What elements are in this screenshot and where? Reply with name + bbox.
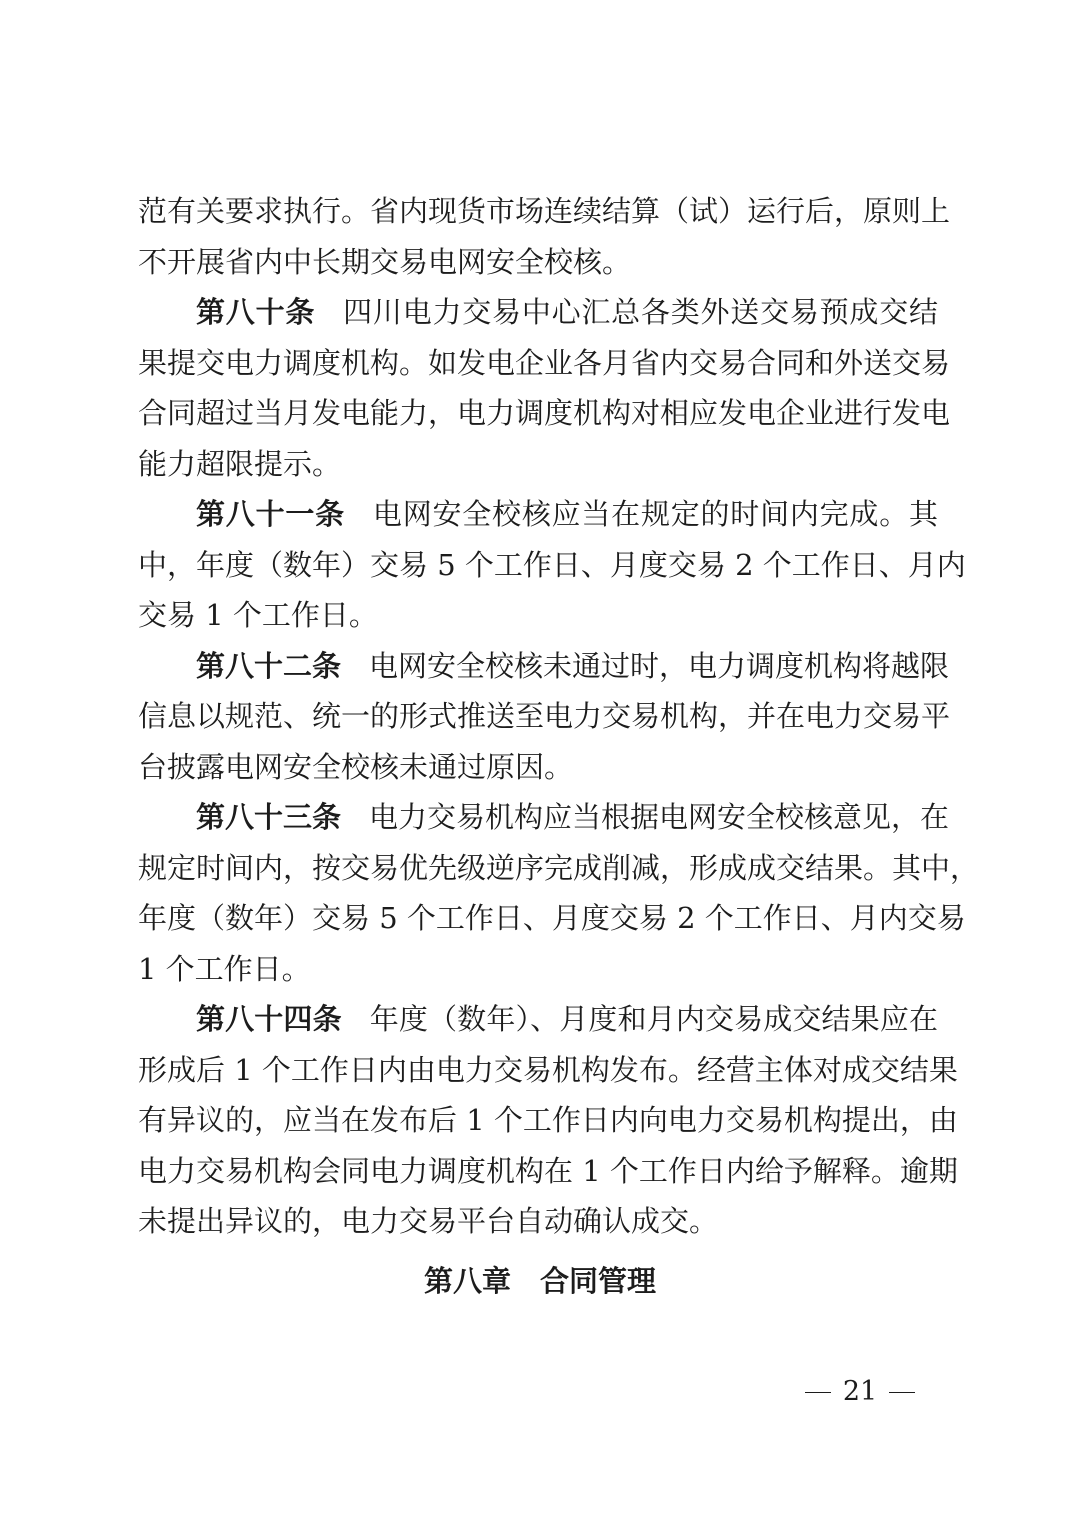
- article-82-first-line: [138, 641, 950, 692]
- article-label: 第八十一条: [196, 497, 345, 531]
- paragraph-line: 台披露电网安全校核未通过原因。: [138, 749, 574, 784]
- article-label: 第八十四条: [196, 1002, 342, 1036]
- article-84-first-line: [138, 994, 938, 1045]
- paragraph-line: 年度（数年）交易 5 个工作日、月度交易 2 个工作日、月内交易: [138, 901, 966, 935]
- paragraph-line: 有异议的，应当在发布后 1 个工作日内向电力交易机构提出，由: [138, 1103, 958, 1137]
- article-label: 第八十三条: [196, 800, 342, 834]
- paragraph-line: 合同超过当月发电能力，电力调度机构对相应发电企业进行发电: [138, 396, 951, 430]
- page-number-dash-left: [805, 1392, 831, 1393]
- page-number-dash-right: [889, 1392, 915, 1393]
- article-text: 四川电力交易中心汇总各类外送交易预成交结: [343, 295, 938, 329]
- paragraph-line: 电力交易机构会同电力调度机构在 1 个工作日内给予解释。逾期: [138, 1153, 958, 1188]
- paragraph-line: 范有关要求执行。省内现货市场连续结算（试）运行后，原则上: [138, 194, 951, 228]
- article-text: 电网安全校核未通过时，电力调度机构将越限: [369, 648, 950, 683]
- article-text: 年度（数年）、月度和月内交易成交结果应在: [369, 1002, 938, 1036]
- paragraph-line: 1 个工作日。: [138, 951, 311, 986]
- paragraph-line: 中，年度（数年）交易 5 个工作日、月度交易 2 个工作日、月内: [138, 547, 966, 582]
- paragraph-line: 形成后 1 个工作日内由电力交易机构发布。经营主体对成交结果: [138, 1052, 958, 1087]
- paragraph-line: 交易 1 个工作日。: [138, 598, 378, 632]
- chapter-heading: 第八章 合同管理: [423, 1264, 656, 1298]
- paragraph-line: 信息以规范、统一的形式推送至电力交易机构，并在电力交易平: [138, 699, 951, 733]
- article-text: 电力交易机构应当根据电网安全校核意见，在: [369, 800, 950, 834]
- page-number: [790, 1372, 930, 1412]
- paragraph-line: 果提交电力调度机构。如发电企业各月省内交易合同和外送交易: [138, 345, 951, 380]
- paragraph-line: 能力超限提示。: [138, 446, 342, 481]
- article-81-first-line: [138, 489, 938, 540]
- paragraph-line: 未提出异议的，电力交易平台自动确认成交。: [138, 1204, 719, 1238]
- article-label: 第八十条: [196, 295, 316, 329]
- article-label: 第八十二条: [196, 648, 342, 683]
- article-83-first-line: [138, 792, 950, 843]
- paragraph-line: 规定时间内，按交易优先级逆序完成削减，形成成交结果。其中，: [138, 850, 980, 885]
- document-body: [138, 186, 980, 1247]
- paragraph-line: 不开展省内中长期交易电网安全校核。: [138, 244, 632, 279]
- page-number-value: 21: [842, 1376, 878, 1407]
- article-80-first-line: [138, 287, 938, 338]
- article-text: 电网安全校核应当在规定的时间内完成。其: [372, 497, 938, 531]
